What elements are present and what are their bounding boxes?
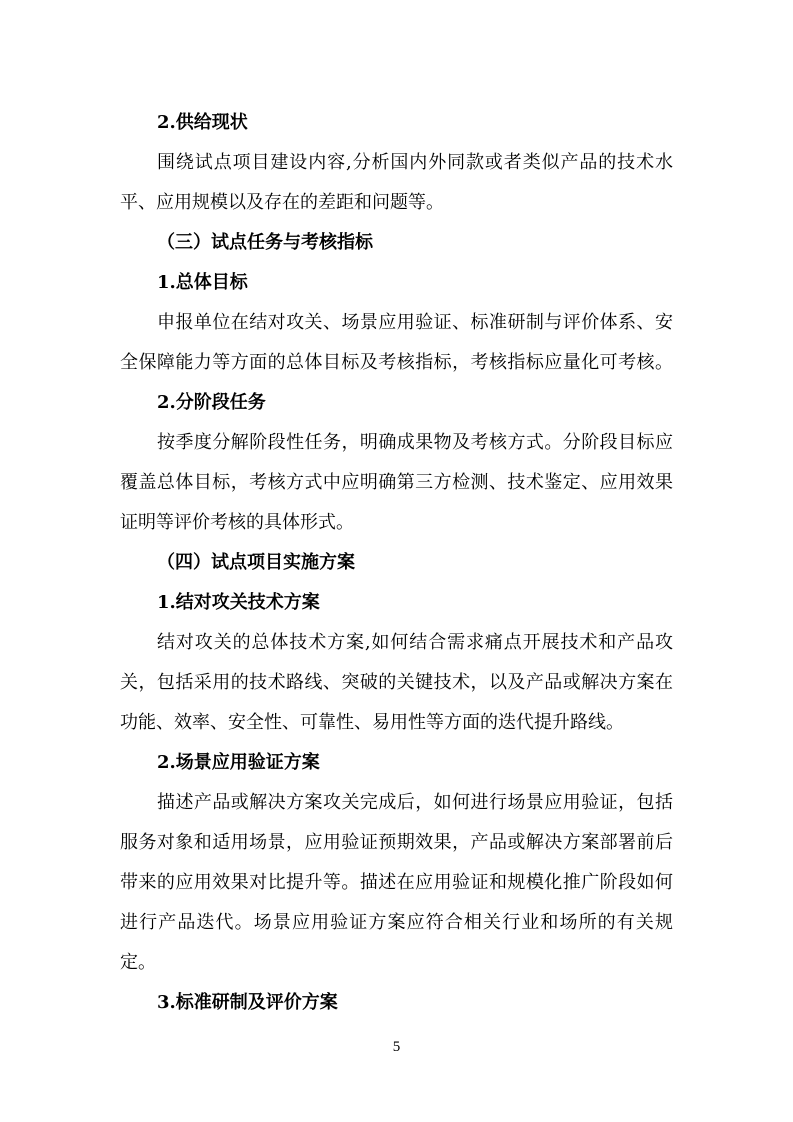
- paragraph-line: 定。: [120, 952, 156, 973]
- paragraph-line: 进行产品迭代。场景应用验证方案应符合相关行业和场所的有关规: [120, 912, 673, 933]
- paragraph-line: 服务对象和适用场景，应用验证预期效果，产品或解决方案部署前后: [120, 832, 673, 853]
- paragraph-line: 申报单位在结对攻关、场景应用验证、标准研制与评价体系、安: [157, 312, 673, 333]
- heading-supply-status: 2.供给现状: [157, 112, 248, 133]
- paragraph-line: 关，包括采用的技术路线、突破的关键技术，以及产品或解决方案在: [120, 672, 673, 693]
- paragraph-line: 证明等评价考核的具体形式。: [120, 512, 354, 533]
- paragraph-line: 覆盖总体目标，考核方式中应明确第三方检测、技术鉴定、应用效果: [120, 472, 673, 493]
- paragraph-line: 围绕试点项目建设内容,分析国内外同款或者类似产品的技术水: [157, 152, 673, 173]
- heading-scenario-plan: 2.场景应用验证方案: [157, 752, 320, 773]
- heading-section-3: （三）试点任务与考核指标: [157, 232, 373, 253]
- heading-standards-plan: 3.标准研制及评价方案: [157, 992, 338, 1013]
- heading-section-4: （四）试点项目实施方案: [157, 552, 355, 573]
- page-number: 5: [392, 1039, 401, 1055]
- paragraph-line: 描述产品或解决方案攻关完成后，如何进行场景应用验证，包括: [157, 792, 673, 813]
- heading-phased-tasks: 2.分阶段任务: [157, 392, 266, 413]
- heading-overall-goal: 1.总体目标: [157, 272, 248, 293]
- paragraph-line: 平、应用规模以及存在的差距和问题等。: [120, 192, 444, 213]
- paragraph-line: 结对攻关的总体技术方案,如何结合需求痛点开展技术和产品攻: [157, 632, 673, 653]
- paragraph-line: 功能、效率、安全性、可靠性、易用性等方面的迭代提升路线。: [120, 712, 624, 733]
- paragraph-line: 带来的应用效果对比提升等。描述在应用验证和规模化推广阶段如何: [120, 872, 673, 893]
- paragraph-line: 全保障能力等方面的总体目标及考核指标，考核指标应量化可考核。: [120, 352, 673, 373]
- heading-tech-plan: 1.结对攻关技术方案: [157, 592, 320, 613]
- paragraph-line: 按季度分解阶段性任务，明确成果物及考核方式。分阶段目标应: [157, 432, 673, 453]
